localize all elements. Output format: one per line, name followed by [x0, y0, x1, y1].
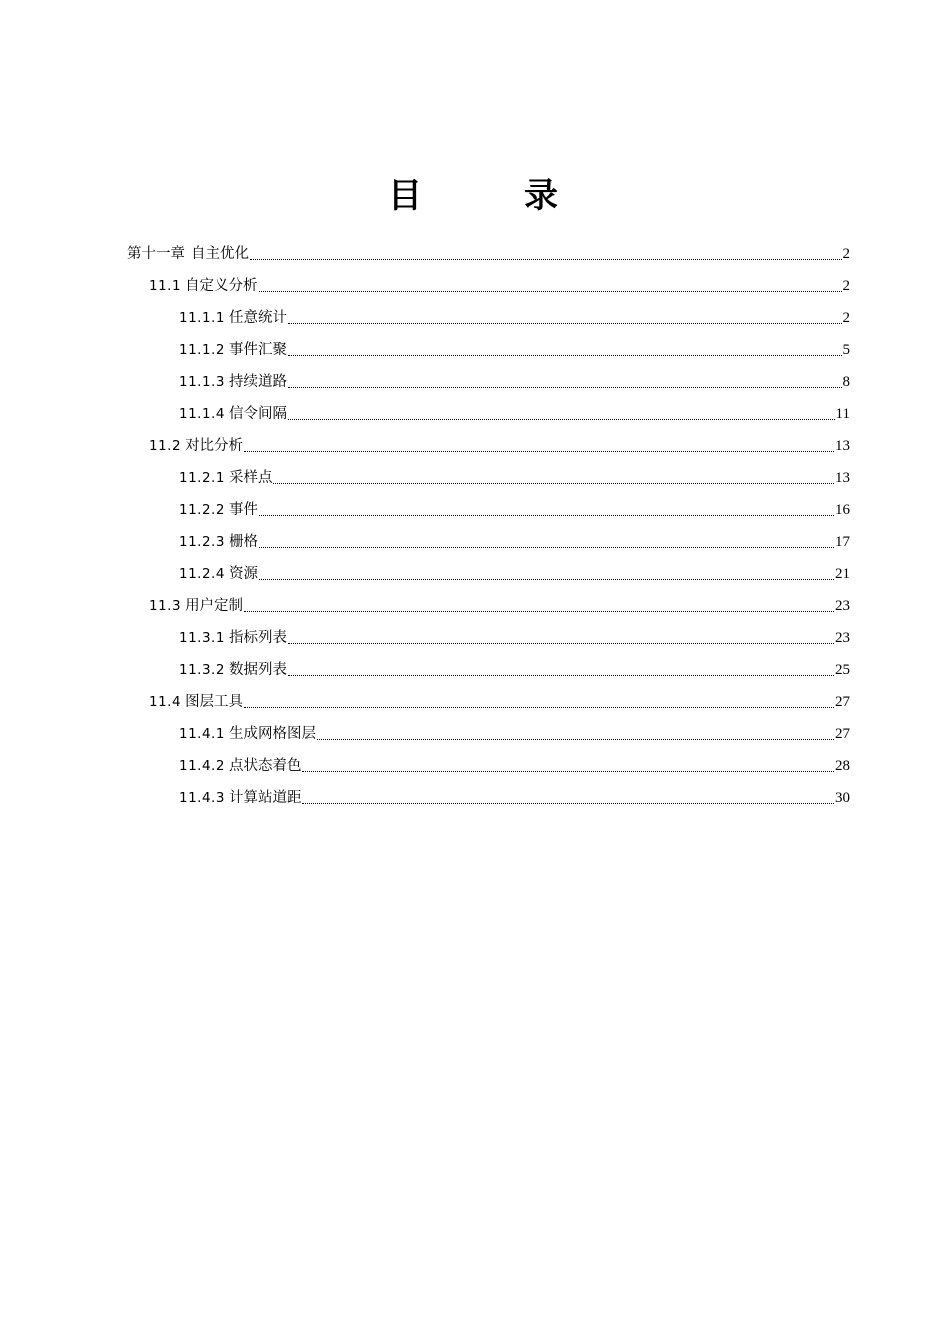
toc-entry-number: 11.4.1 [179, 726, 225, 742]
toc-dot-leader [288, 355, 842, 356]
toc-entry[interactable] [127, 398, 850, 430]
toc-dot-leader [288, 643, 834, 644]
toc-entry-page-number: 8 [842, 374, 850, 390]
toc-entry[interactable] [127, 302, 850, 334]
toc-entry-page-number: 11 [835, 406, 850, 422]
toc-entry[interactable] [127, 334, 850, 366]
toc-dot-leader [244, 611, 834, 612]
toc-entry[interactable] [127, 590, 850, 622]
toc-entry-number: 11.2.1 [179, 470, 225, 486]
toc-dot-leader [302, 803, 834, 804]
toc-entry-page-number: 21 [835, 566, 850, 582]
toc-entry-page-number: 25 [835, 662, 850, 678]
toc-entry[interactable] [127, 430, 850, 462]
toc-dot-leader [259, 515, 834, 516]
toc-entry-label: 指标列表 [228, 630, 287, 646]
toc-entry-label: 自主优化 [191, 246, 249, 262]
toc-entry-page-number: 16 [835, 502, 850, 518]
toc-dot-leader [244, 451, 834, 452]
toc-dot-leader [259, 547, 834, 548]
toc-entry-page-number: 23 [835, 630, 850, 646]
toc-entry-number: 11.1.3 [179, 374, 225, 390]
toc-entry[interactable] [127, 750, 850, 782]
toc-entry-number: 11.4.2 [179, 758, 225, 774]
toc-entry-page-number: 13 [835, 470, 850, 486]
toc-entry-page-number: 2 [842, 246, 850, 262]
toc-entry-number: 11.2.3 [179, 534, 225, 550]
toc-entry-number: 11.3.1 [179, 630, 225, 646]
toc-entry[interactable] [127, 238, 850, 270]
toc-entry-label: 对比分析 [185, 438, 244, 454]
toc-entry[interactable] [127, 462, 850, 494]
toc-entry-label: 资源 [228, 566, 258, 582]
toc-entry-number: 11.1.2 [179, 342, 225, 358]
toc-entry-number: 11.3 [149, 598, 182, 614]
toc-entry-page-number: 13 [835, 438, 850, 454]
toc-entry-label: 事件汇聚 [228, 342, 287, 358]
toc-entry[interactable] [127, 654, 850, 686]
toc-entry-label: 点状态着色 [228, 758, 302, 774]
toc-entry-page-number: 2 [842, 278, 850, 294]
toc-entry-label: 自定义分析 [185, 278, 258, 294]
toc-entry[interactable] [127, 366, 850, 398]
toc-entry-number: 11.2.4 [179, 566, 225, 582]
toc-dot-leader [244, 707, 834, 708]
toc-list [127, 238, 850, 814]
toc-entry[interactable] [127, 494, 850, 526]
toc-entry-label: 任意统计 [228, 310, 287, 326]
toc-entry[interactable] [127, 718, 850, 750]
toc-entry-number: 11.1.4 [179, 406, 225, 422]
toc-entry-label: 栅格 [228, 534, 258, 550]
toc-entry-page-number: 23 [835, 598, 850, 614]
toc-entry-label: 图层工具 [185, 694, 244, 710]
toc-entry[interactable] [127, 270, 850, 302]
toc-entry-label: 数据列表 [228, 662, 287, 678]
toc-entry-label: 用户定制 [185, 598, 244, 614]
toc-dot-leader [288, 675, 834, 676]
toc-entry[interactable] [127, 782, 850, 814]
toc-entry[interactable] [127, 622, 850, 654]
toc-entry-label: 持续道路 [228, 374, 287, 390]
toc-title: 目 录 [388, 176, 592, 216]
toc-entry-page-number: 27 [835, 726, 850, 742]
toc-entry-number: 第十一章 [127, 246, 185, 262]
toc-entry[interactable] [127, 526, 850, 558]
toc-entry-number: 11.4.3 [179, 790, 225, 806]
toc-dot-leader [273, 483, 834, 484]
toc-entry-page-number: 2 [842, 310, 850, 326]
toc-entry-number: 11.3.2 [179, 662, 225, 678]
toc-entry[interactable] [127, 686, 850, 718]
toc-dot-leader [259, 291, 842, 292]
toc-dot-leader [250, 259, 842, 260]
toc-dot-leader [288, 323, 842, 324]
toc-entry-number: 11.1 [149, 278, 182, 294]
toc-entry-number: 11.2.2 [179, 502, 225, 518]
toc-entry-number: 11.2 [149, 438, 182, 454]
toc-dot-leader [259, 579, 834, 580]
toc-dot-leader [317, 739, 834, 740]
toc-entry-label: 信令间隔 [228, 406, 287, 422]
toc-entry-label: 计算站道距 [228, 790, 302, 806]
toc-entry-number: 11.1.1 [179, 310, 225, 326]
toc-entry-page-number: 5 [842, 342, 850, 358]
toc-entry-page-number: 30 [835, 790, 850, 806]
toc-dot-leader [302, 771, 834, 772]
toc-entry-label: 事件 [228, 502, 258, 518]
toc-dot-leader [288, 419, 835, 420]
toc-entry[interactable] [127, 558, 850, 590]
toc-entry-page-number: 28 [835, 758, 850, 774]
toc-entry-label: 采样点 [228, 470, 273, 486]
toc-entry-number: 11.4 [149, 694, 182, 710]
toc-entry-label: 生成网格图层 [228, 726, 316, 742]
toc-entry-page-number: 27 [835, 694, 850, 710]
toc-dot-leader [288, 387, 842, 388]
toc-entry-page-number: 17 [835, 534, 850, 550]
